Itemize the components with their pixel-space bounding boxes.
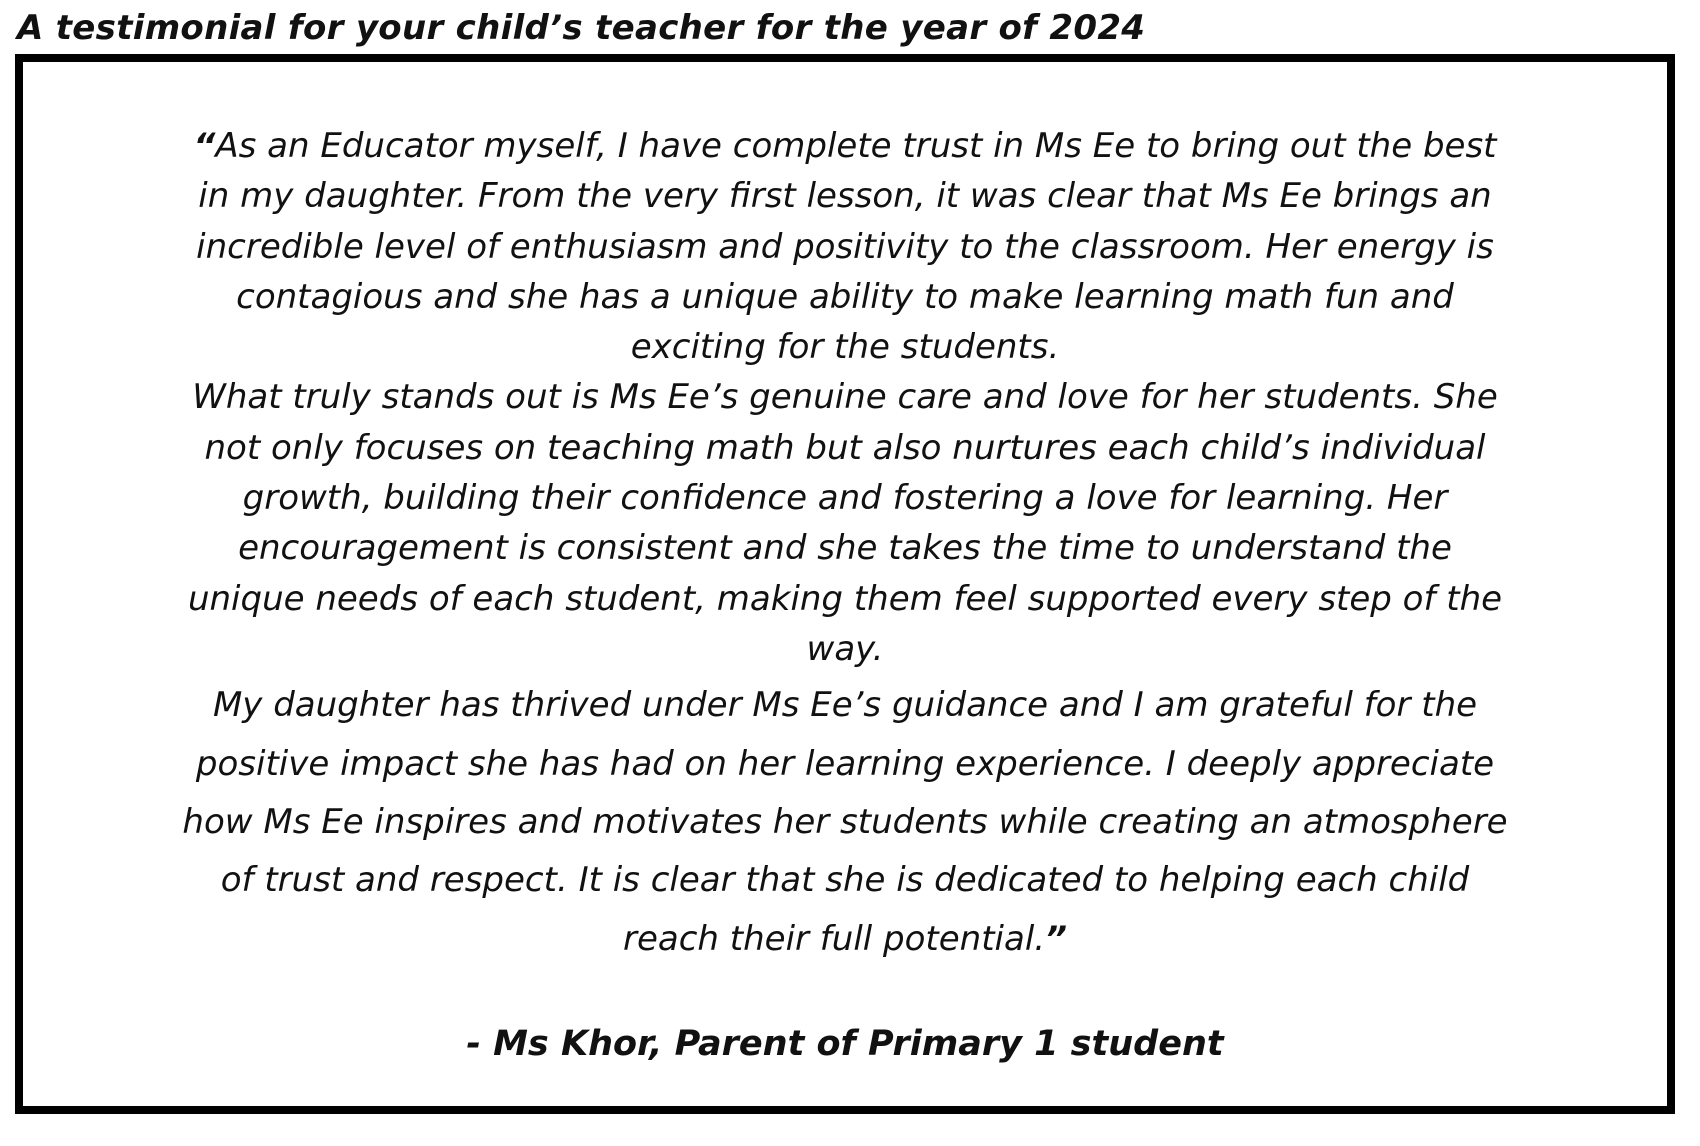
quote-line: unique needs of each student, making them feel supported every step of the xyxy=(187,578,1503,619)
quote-line: how Ms Ee inspires and motivates her students while creating an atmosphere xyxy=(182,802,1508,843)
open-quote-mark: “ xyxy=(193,126,216,166)
quote-line: What truly stands out is Ms Ee’s genuine care and love for her students. She xyxy=(192,377,1498,418)
quote-line-text: reach their full potential. xyxy=(623,918,1046,959)
testimonial-box xyxy=(15,54,1675,1114)
quote-line: positive impact she has had on her learning experience. I deeply appreciate xyxy=(195,743,1495,784)
quote-paragraph-2 xyxy=(45,372,1645,674)
quote-line: My daughter has thrived under Ms Ee’s guidance and I am grateful for the xyxy=(212,685,1478,726)
quote-line: way. xyxy=(806,628,884,669)
quote-line: exciting for the students. xyxy=(630,327,1060,368)
quote-line: growth, building their confidence and fostering a love for learning. Her xyxy=(242,478,1448,519)
quote-line-text: As an Educator myself, I have complete trust in Ms Ee to bring out the best xyxy=(215,126,1497,166)
quote-line: not only focuses on teaching math but also nurtures each child’s individual xyxy=(204,427,1486,468)
testimonial-attribution: - Ms Khor, Parent of Primary 1 student xyxy=(466,1024,1224,1064)
quote-paragraph-1 xyxy=(45,121,1645,372)
quote-line: incredible level of enthusiasm and positivity to the classroom. Her energy is xyxy=(196,226,1494,267)
quote-line: encouragement is consistent and she takes the time to understand the xyxy=(238,528,1452,569)
quote-line: contagious and she has a unique ability to make learning math fun and xyxy=(236,276,1454,317)
quote-line: of trust and respect. It is clear that she is dedicated to helping each child xyxy=(220,860,1470,901)
quote-line xyxy=(45,910,1645,968)
close-quote-mark: ” xyxy=(1045,918,1067,959)
quote-paragraph-3 xyxy=(45,676,1645,968)
page-title: A testimonial for your child’s teacher for the year of 2024 xyxy=(17,8,1146,48)
quote-line: in my daughter. From the very first lesson, it was clear that Ms Ee brings an xyxy=(198,176,1492,217)
testimonial-quote xyxy=(45,121,1645,968)
quote-line xyxy=(45,121,1645,171)
